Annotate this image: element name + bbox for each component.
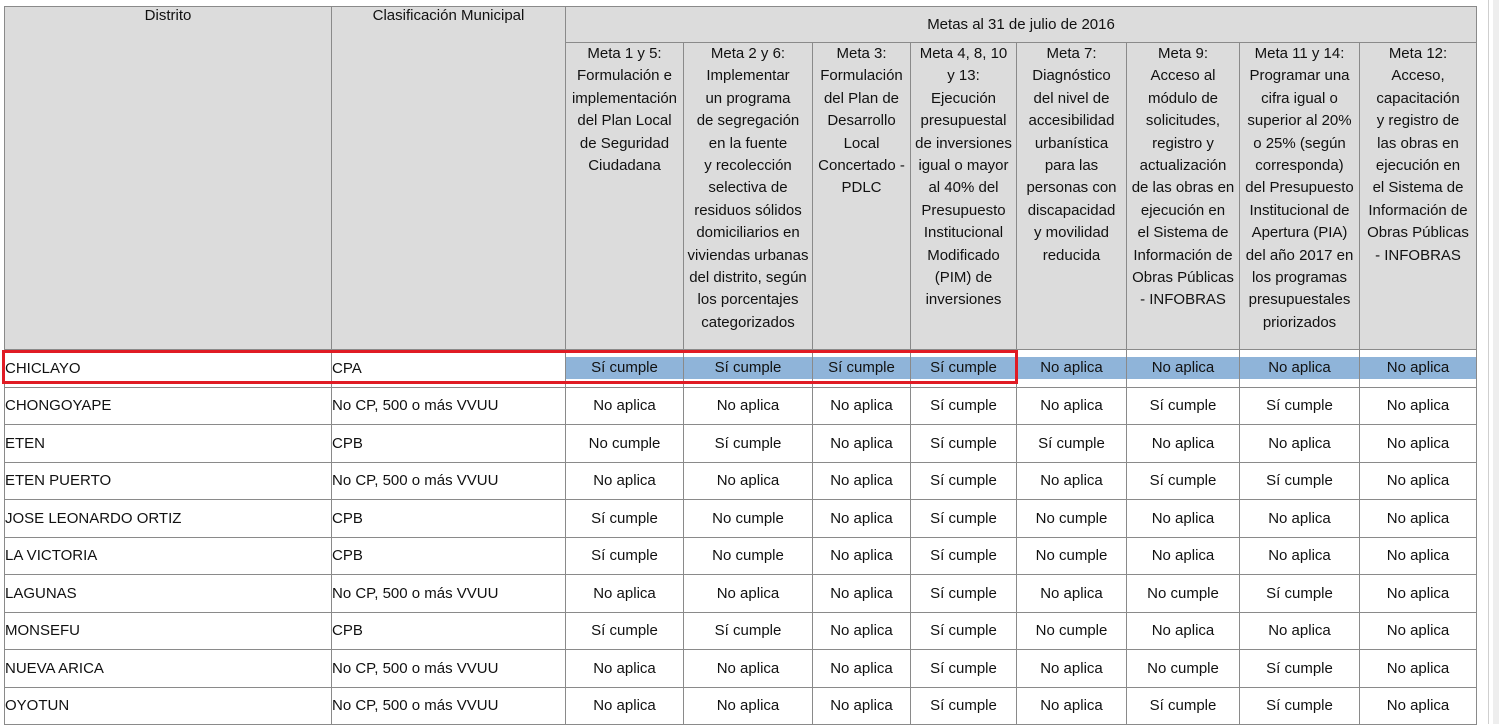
cell-meta-value bbox=[566, 500, 684, 538]
cell-meta-value bbox=[1017, 500, 1127, 538]
table-row bbox=[5, 650, 1477, 688]
cell-meta-value bbox=[813, 575, 911, 613]
meta-status: Sí cumple bbox=[1266, 397, 1333, 415]
cell-meta-value bbox=[911, 425, 1017, 463]
meta-status: No cumple bbox=[588, 434, 661, 452]
meta-status: No aplica bbox=[1151, 509, 1215, 527]
header-meta-8: Meta 12: Acceso, capacitación y registro de las obras en ejecución en el Sistema de Información de Obras Públicas - INFOBRAS bbox=[1360, 43, 1477, 350]
table-row bbox=[5, 350, 1477, 388]
meta-status: No aplica bbox=[1386, 697, 1450, 715]
meta-status: Sí cumple bbox=[930, 584, 997, 602]
cell-clasificacion: CPB bbox=[332, 425, 566, 463]
meta-status: No aplica bbox=[830, 659, 893, 677]
meta-status: No aplica bbox=[1386, 397, 1450, 415]
cell-meta-value bbox=[1240, 687, 1360, 725]
cell-meta-value bbox=[1240, 500, 1360, 538]
cell-meta-value bbox=[566, 425, 684, 463]
cell-distrito: OYOTUN bbox=[5, 687, 332, 725]
cell-meta-value bbox=[684, 537, 813, 575]
cell-meta-value bbox=[1240, 350, 1360, 388]
cell-meta-value bbox=[813, 425, 911, 463]
cell-meta-value bbox=[813, 687, 911, 725]
cell-meta-value bbox=[1360, 500, 1477, 538]
meta-status: No aplica bbox=[1386, 622, 1450, 640]
cell-meta-value bbox=[1017, 425, 1127, 463]
meta-status: No aplica bbox=[1386, 547, 1450, 565]
meta-status: Sí cumple bbox=[714, 434, 782, 452]
header-clasificacion: Clasificación Municipal bbox=[332, 7, 566, 350]
meta-status: Sí cumple bbox=[684, 357, 812, 379]
cell-distrito: CHONGOYAPE bbox=[5, 387, 332, 425]
cell-meta-value bbox=[1240, 425, 1360, 463]
cell-meta-value bbox=[911, 650, 1017, 688]
cell-clasificacion: CPB bbox=[332, 612, 566, 650]
cell-meta-value bbox=[1240, 650, 1360, 688]
scrollbar[interactable] bbox=[1488, 0, 1500, 724]
cell-meta-value bbox=[813, 500, 911, 538]
meta-status: No aplica bbox=[830, 434, 893, 452]
meta-status: No aplica bbox=[1386, 659, 1450, 677]
table-row bbox=[5, 462, 1477, 500]
meta-status: No aplica bbox=[1386, 509, 1450, 527]
cell-meta-value bbox=[1127, 387, 1240, 425]
meta-status: No aplica bbox=[830, 509, 893, 527]
cell-distrito: MONSEFU bbox=[5, 612, 332, 650]
meta-status: No aplica bbox=[716, 659, 780, 677]
meta-status: No aplica bbox=[1040, 659, 1103, 677]
cell-meta-value bbox=[1127, 537, 1240, 575]
meta-status: No aplica bbox=[830, 584, 893, 602]
meta-status: No aplica bbox=[1386, 472, 1450, 490]
cell-meta-value bbox=[1017, 462, 1127, 500]
cell-meta-value bbox=[1127, 575, 1240, 613]
meta-status: No cumple bbox=[1147, 584, 1219, 602]
cell-meta-value bbox=[684, 575, 813, 613]
cell-meta-value bbox=[566, 537, 684, 575]
cell-meta-value bbox=[1127, 650, 1240, 688]
meta-status: No aplica bbox=[593, 697, 656, 715]
meta-status: No aplica bbox=[830, 397, 893, 415]
cell-meta-value bbox=[813, 650, 911, 688]
table-row bbox=[5, 387, 1477, 425]
meta-status: Sí cumple bbox=[930, 622, 997, 640]
cell-meta-value bbox=[1240, 462, 1360, 500]
cell-meta-value bbox=[1127, 612, 1240, 650]
cell-meta-value bbox=[1127, 425, 1240, 463]
meta-status: No aplica bbox=[1268, 547, 1331, 565]
meta-status: No aplica bbox=[1268, 434, 1331, 452]
cell-meta-value bbox=[566, 462, 684, 500]
cell-clasificacion: No CP, 500 o más VVUU bbox=[332, 462, 566, 500]
cell-meta-value bbox=[1127, 687, 1240, 725]
meta-status: No aplica bbox=[830, 547, 893, 565]
meta-status: Sí cumple bbox=[591, 509, 658, 527]
cell-meta-value bbox=[911, 612, 1017, 650]
meta-status: No aplica bbox=[830, 472, 893, 490]
meta-status: No cumple bbox=[712, 509, 784, 527]
cell-meta-value bbox=[1360, 575, 1477, 613]
meta-status: No aplica bbox=[1360, 357, 1476, 379]
meta-status: No aplica bbox=[593, 659, 656, 677]
meta-status: Sí cumple bbox=[566, 357, 683, 379]
cell-meta-value bbox=[1127, 350, 1240, 388]
meta-status: Sí cumple bbox=[930, 434, 997, 452]
cell-meta-value bbox=[911, 537, 1017, 575]
cell-meta-value bbox=[1127, 462, 1240, 500]
cell-meta-value bbox=[1360, 650, 1477, 688]
cell-meta-value bbox=[813, 462, 911, 500]
meta-status: No aplica bbox=[716, 584, 780, 602]
cell-meta-value bbox=[566, 612, 684, 650]
meta-status: Sí cumple bbox=[1149, 397, 1217, 415]
cell-meta-value bbox=[1017, 612, 1127, 650]
cell-meta-value bbox=[1360, 387, 1477, 425]
meta-status: Sí cumple bbox=[1266, 584, 1333, 602]
meta-status: Sí cumple bbox=[930, 547, 997, 565]
cell-meta-value bbox=[1017, 650, 1127, 688]
meta-status: Sí cumple bbox=[591, 547, 658, 565]
meta-status: No cumple bbox=[1147, 659, 1219, 677]
meta-status: No aplica bbox=[1151, 434, 1215, 452]
cell-distrito: CHICLAYO bbox=[5, 350, 332, 388]
cell-meta-value bbox=[1017, 537, 1127, 575]
cell-meta-value bbox=[566, 350, 684, 388]
cell-distrito: LAGUNAS bbox=[5, 575, 332, 613]
meta-status: No aplica bbox=[1386, 584, 1450, 602]
header-meta-6: Meta 9: Acceso al módulo de solicitudes, registro y actualización de las obras en ejecución en el Sistema de Información de Obras Públicas - INFOBRAS bbox=[1127, 43, 1240, 350]
cell-clasificacion: No CP, 500 o más VVUU bbox=[332, 575, 566, 613]
meta-status: No aplica bbox=[1040, 472, 1103, 490]
meta-status: No cumple bbox=[1035, 509, 1108, 527]
meta-status: Sí cumple bbox=[1149, 697, 1217, 715]
cell-meta-value bbox=[1360, 687, 1477, 725]
cell-meta-value bbox=[684, 350, 813, 388]
meta-status: No aplica bbox=[1268, 509, 1331, 527]
cell-clasificacion: No CP, 500 o más VVUU bbox=[332, 650, 566, 688]
cell-meta-value bbox=[1127, 500, 1240, 538]
cell-meta-value bbox=[911, 687, 1017, 725]
cell-meta-value bbox=[684, 462, 813, 500]
cell-meta-value bbox=[813, 537, 911, 575]
meta-status: No aplica bbox=[1017, 357, 1126, 379]
cell-clasificacion: No CP, 500 o más VVUU bbox=[332, 387, 566, 425]
cell-meta-value bbox=[1360, 425, 1477, 463]
meta-status: No aplica bbox=[1386, 434, 1450, 452]
table-row bbox=[5, 425, 1477, 463]
meta-status: Sí cumple bbox=[930, 397, 997, 415]
cell-meta-value bbox=[684, 500, 813, 538]
meta-status: No cumple bbox=[1035, 547, 1108, 565]
cell-meta-value bbox=[684, 650, 813, 688]
meta-status: Sí cumple bbox=[1266, 472, 1333, 490]
cell-meta-value bbox=[911, 575, 1017, 613]
cell-distrito: LA VICTORIA bbox=[5, 537, 332, 575]
meta-status: Sí cumple bbox=[714, 622, 782, 640]
meta-status: No aplica bbox=[1151, 622, 1215, 640]
meta-status: No aplica bbox=[1040, 584, 1103, 602]
table-row bbox=[5, 687, 1477, 725]
cell-meta-value bbox=[1360, 350, 1477, 388]
cell-meta-value bbox=[684, 425, 813, 463]
meta-status: No aplica bbox=[593, 584, 656, 602]
meta-status: No aplica bbox=[1040, 397, 1103, 415]
meta-status: No aplica bbox=[716, 397, 780, 415]
cell-meta-value bbox=[566, 687, 684, 725]
cell-meta-value bbox=[566, 387, 684, 425]
header-distrito: Distrito bbox=[5, 7, 332, 350]
cell-meta-value bbox=[684, 612, 813, 650]
cell-meta-value bbox=[1360, 612, 1477, 650]
meta-status: No aplica bbox=[593, 472, 656, 490]
cell-meta-value bbox=[813, 387, 911, 425]
meta-status: No cumple bbox=[1035, 622, 1108, 640]
header-meta-3: Meta 3: Formulación del Plan de Desarrollo Local Concertado - PDLC bbox=[813, 43, 911, 350]
cell-distrito: NUEVA ARICA bbox=[5, 650, 332, 688]
cell-distrito: ETEN PUERTO bbox=[5, 462, 332, 500]
header-meta-5: Meta 7: Diagnóstico del nivel de accesibilidad urbanística para las personas con discapacidad y movilidad reducida bbox=[1017, 43, 1127, 350]
cell-meta-value bbox=[1240, 387, 1360, 425]
cell-meta-value bbox=[1017, 575, 1127, 613]
meta-status: No aplica bbox=[1268, 622, 1331, 640]
cell-meta-value bbox=[684, 687, 813, 725]
meta-status: No aplica bbox=[830, 622, 893, 640]
cell-meta-value bbox=[813, 612, 911, 650]
meta-status: Sí cumple bbox=[930, 472, 997, 490]
table-row bbox=[5, 500, 1477, 538]
header-meta-2: Meta 2 y 6: Implementar un programa de segregación en la fuente y recolección selectiva de residuos sólidos domiciliarios en viviendas urbanas del distrito, según los porcentajes categorizados bbox=[684, 43, 813, 350]
cell-clasificacion: CPB bbox=[332, 537, 566, 575]
meta-status: Sí cumple bbox=[1038, 434, 1105, 452]
cell-meta-value bbox=[1240, 612, 1360, 650]
cell-meta-value bbox=[566, 575, 684, 613]
metas-table bbox=[4, 6, 1477, 725]
meta-status: No aplica bbox=[1040, 697, 1103, 715]
cell-distrito: ETEN bbox=[5, 425, 332, 463]
cell-meta-value bbox=[911, 350, 1017, 388]
cell-meta-value bbox=[684, 387, 813, 425]
meta-status: No aplica bbox=[830, 697, 893, 715]
meta-status: Sí cumple bbox=[911, 357, 1016, 379]
meta-status: Sí cumple bbox=[1266, 697, 1333, 715]
header-metas-title: Metas al 31 de julio de 2016 bbox=[566, 7, 1477, 43]
cell-distrito: JOSE LEONARDO ORTIZ bbox=[5, 500, 332, 538]
cell-meta-value bbox=[1017, 387, 1127, 425]
meta-status: Sí cumple bbox=[813, 357, 910, 379]
meta-status: No aplica bbox=[716, 697, 780, 715]
cell-meta-value bbox=[1017, 687, 1127, 725]
cell-meta-value bbox=[566, 650, 684, 688]
cell-meta-value bbox=[1360, 462, 1477, 500]
header-meta-1: Meta 1 y 5: Formulación e implementación del Plan Local de Seguridad Ciudadana bbox=[566, 43, 684, 350]
meta-status: Sí cumple bbox=[930, 659, 997, 677]
header-meta-4: Meta 4, 8, 10 y 13: Ejecución presupuestal de inversiones igual o mayor al 40% del Presupuesto Institucional Modificado (PIM) de inversiones bbox=[911, 43, 1017, 350]
meta-status: No aplica bbox=[1240, 357, 1359, 379]
cell-meta-value bbox=[911, 462, 1017, 500]
table-row bbox=[5, 612, 1477, 650]
meta-status: Sí cumple bbox=[930, 509, 997, 527]
meta-status: No aplica bbox=[1127, 357, 1239, 379]
meta-status: No cumple bbox=[712, 547, 784, 565]
cell-meta-value bbox=[1360, 537, 1477, 575]
cell-clasificacion: CPB bbox=[332, 500, 566, 538]
meta-status: No aplica bbox=[593, 397, 656, 415]
meta-status: Sí cumple bbox=[1266, 659, 1333, 677]
cell-meta-value bbox=[1240, 575, 1360, 613]
header-meta-7: Meta 11 y 14: Programar una cifra igual o superior al 20% o 25% (según corresponda) del Presupuesto Institucional de Apertura (PIA) del año 2017 en los programas presupuestales priorizados bbox=[1240, 43, 1360, 350]
table-row bbox=[5, 575, 1477, 613]
cell-meta-value bbox=[911, 387, 1017, 425]
meta-status: Sí cumple bbox=[591, 622, 658, 640]
meta-status: Sí cumple bbox=[1149, 472, 1217, 490]
cell-clasificacion: No CP, 500 o más VVUU bbox=[332, 687, 566, 725]
cell-meta-value bbox=[1017, 350, 1127, 388]
cell-clasificacion: CPA bbox=[332, 350, 566, 388]
table-row bbox=[5, 537, 1477, 575]
cell-meta-value bbox=[1240, 537, 1360, 575]
meta-status: No aplica bbox=[1151, 547, 1215, 565]
meta-status: No aplica bbox=[716, 472, 780, 490]
meta-status: Sí cumple bbox=[930, 697, 997, 715]
cell-meta-value bbox=[813, 350, 911, 388]
cell-meta-value bbox=[911, 500, 1017, 538]
